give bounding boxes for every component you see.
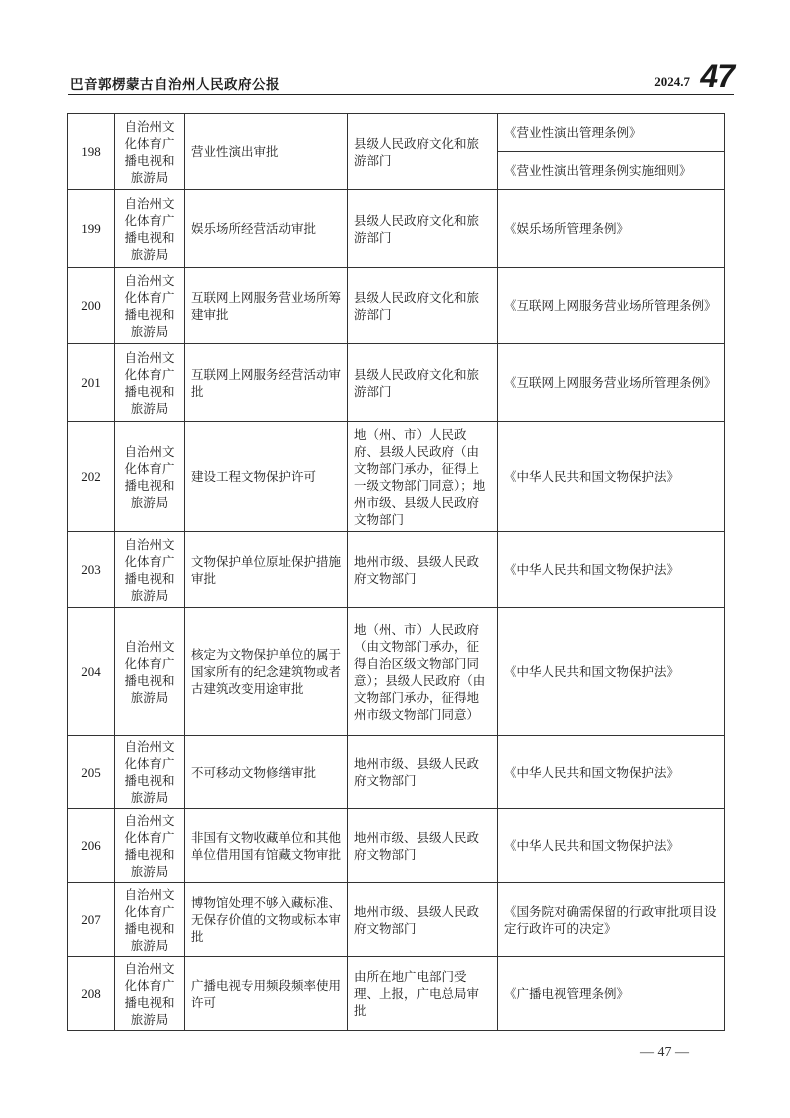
- department-cell: 自治州文化体育广播电视和旅游局: [115, 268, 185, 344]
- basis-cell: 《娱乐场所管理条例》: [498, 190, 725, 268]
- authority-cell: 地州市级、县级人民政府文物部门: [348, 809, 498, 883]
- table-row: [68, 422, 725, 532]
- item-cell: 核定为文物保护单位的属于国家所有的纪念建筑物或者古建筑改变用途审批: [185, 608, 348, 736]
- row-number: 199: [68, 190, 115, 268]
- table-row: [68, 114, 725, 152]
- page-header: [68, 60, 734, 95]
- table-row: [68, 268, 725, 344]
- basis-cell: 《互联网上网服务营业场所管理条例》: [498, 344, 725, 422]
- item-cell: 广播电视专用频段频率使用许可: [185, 957, 348, 1031]
- table-row: [68, 344, 725, 422]
- basis-cell: 《中华人民共和国文物保护法》: [498, 608, 725, 736]
- item-cell: 不可移动文物修缮审批: [185, 736, 348, 809]
- item-cell: 非国有文物收藏单位和其他单位借用国有馆藏文物审批: [185, 809, 348, 883]
- authority-cell: 县级人民政府文化和旅游部门: [348, 114, 498, 190]
- table-row: [68, 809, 725, 883]
- department-cell: 自治州文化体育广播电视和旅游局: [115, 114, 185, 190]
- row-number: 198: [68, 114, 115, 190]
- table-row: [68, 957, 725, 1031]
- page-number: — 47 —: [640, 1045, 689, 1060]
- item-cell: 娱乐场所经营活动审批: [185, 190, 348, 268]
- table-row: [68, 608, 725, 736]
- basis-cell: 《互联网上网服务营业场所管理条例》: [498, 268, 725, 344]
- publication-title: 巴音郭楞蒙古自治州人民政府公报: [70, 77, 280, 93]
- row-number: 208: [68, 957, 115, 1031]
- table-row: [68, 532, 725, 608]
- row-number: 205: [68, 736, 115, 809]
- department-cell: 自治州文化体育广播电视和旅游局: [115, 190, 185, 268]
- authority-cell: 地（州、市）人民政府、县级人民政府（由文物部门承办，征得上一级文物部门同意）；地州市级、县级人民政府文物部门: [348, 422, 498, 532]
- item-cell: 营业性演出审批: [185, 114, 348, 190]
- authority-cell: 地州市级、县级人民政府文物部门: [348, 883, 498, 957]
- authority-cell: 县级人民政府文化和旅游部门: [348, 344, 498, 422]
- item-cell: 文物保护单位原址保护措施审批: [185, 532, 348, 608]
- authority-cell: 地州市级、县级人民政府文物部门: [348, 736, 498, 809]
- row-number: 200: [68, 268, 115, 344]
- issue-number: 47: [700, 58, 734, 94]
- row-number: 206: [68, 809, 115, 883]
- basis-cell: 《中华人民共和国文物保护法》: [498, 422, 725, 532]
- authority-cell: 县级人民政府文化和旅游部门: [348, 190, 498, 268]
- basis-cell: 《中华人民共和国文物保护法》: [498, 736, 725, 809]
- item-cell: 互联网上网服务营业场所筹建审批: [185, 268, 348, 344]
- department-cell: 自治州文化体育广播电视和旅游局: [115, 344, 185, 422]
- department-cell: 自治州文化体育广播电视和旅游局: [115, 608, 185, 736]
- department-cell: 自治州文化体育广播电视和旅游局: [115, 736, 185, 809]
- authority-cell: 由所在地广电部门受理、上报，广电总局审批: [348, 957, 498, 1031]
- table-row: [68, 736, 725, 809]
- authority-cell: 地州市级、县级人民政府文物部门: [348, 532, 498, 608]
- approval-items-table: [67, 113, 725, 1031]
- department-cell: 自治州文化体育广播电视和旅游局: [115, 883, 185, 957]
- table-row: [68, 883, 725, 957]
- issue-date: 2024.7: [654, 74, 690, 89]
- authority-cell: 县级人民政府文化和旅游部门: [348, 268, 498, 344]
- row-number: 203: [68, 532, 115, 608]
- basis-cell: 《国务院对确需保留的行政审批项目设定行政许可的决定》: [498, 883, 725, 957]
- row-number: 204: [68, 608, 115, 736]
- authority-cell: 地（州、市）人民政府（由文物部门承办，征得自治区级文物部门同意）；县级人民政府（由文物部门承办，征得地州市级文物部门同意）: [348, 608, 498, 736]
- department-cell: 自治州文化体育广播电视和旅游局: [115, 532, 185, 608]
- item-cell: 建设工程文物保护许可: [185, 422, 348, 532]
- item-cell: 互联网上网服务经营活动审批: [185, 344, 348, 422]
- department-cell: 自治州文化体育广播电视和旅游局: [115, 422, 185, 532]
- basis-cell: 《中华人民共和国文物保护法》: [498, 532, 725, 608]
- basis-cell: 《营业性演出管理条例实施细则》: [498, 152, 725, 190]
- basis-cell: 《广播电视管理条例》: [498, 957, 725, 1031]
- row-number: 201: [68, 344, 115, 422]
- row-number: 202: [68, 422, 115, 532]
- basis-cell: 《营业性演出管理条例》: [498, 114, 725, 152]
- department-cell: 自治州文化体育广播电视和旅游局: [115, 957, 185, 1031]
- basis-cell: 《中华人民共和国文物保护法》: [498, 809, 725, 883]
- row-number: 207: [68, 883, 115, 957]
- item-cell: 博物馆处理不够入藏标准、无保存价值的文物或标本审批: [185, 883, 348, 957]
- table-row: [68, 190, 725, 268]
- department-cell: 自治州文化体育广播电视和旅游局: [115, 809, 185, 883]
